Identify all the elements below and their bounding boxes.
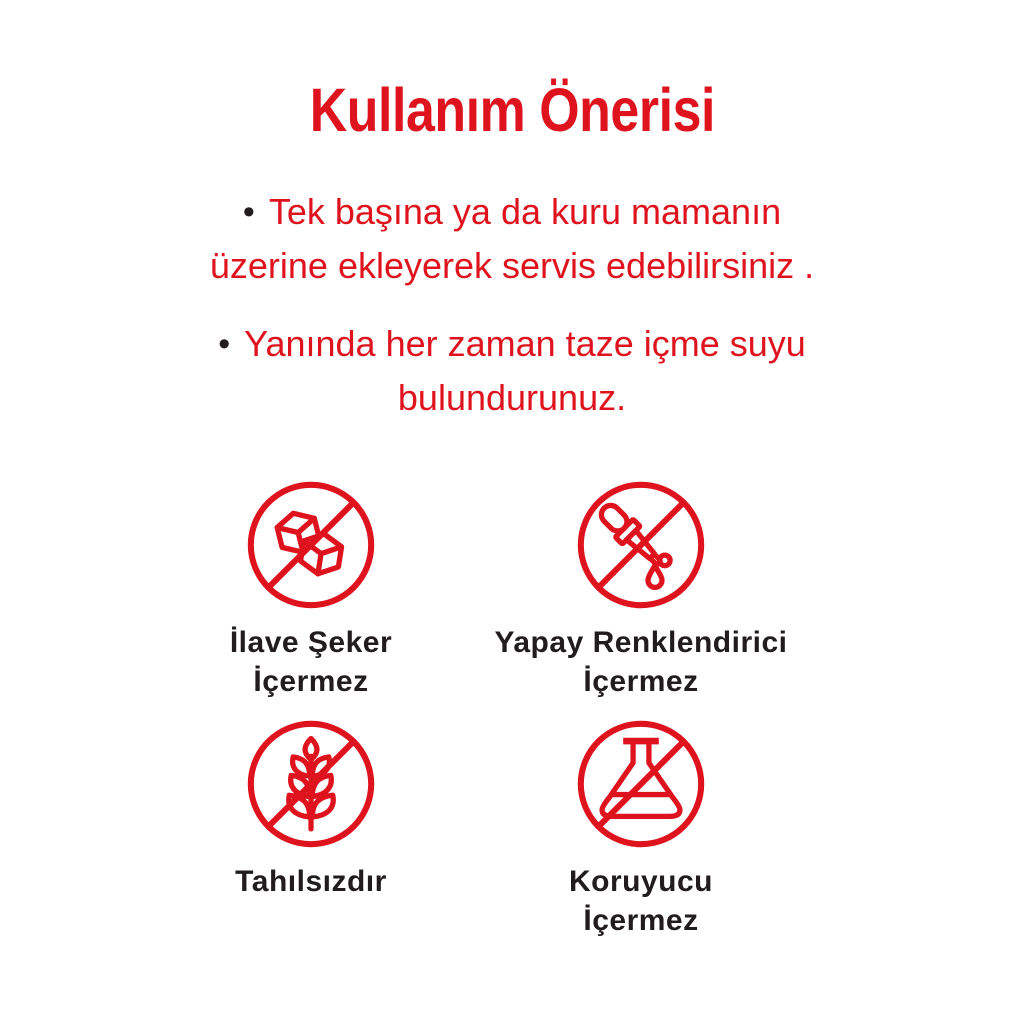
badge-label-line: İçermez <box>253 665 369 698</box>
usage-note-1-line-1: Tek başına ya da kuru mamanın <box>268 191 782 232</box>
badge-label <box>235 862 387 901</box>
grain-free-icon <box>245 718 377 850</box>
bullet-dot: • <box>218 325 231 363</box>
page-title <box>0 76 1024 144</box>
badge-no-added-sugar <box>146 479 476 701</box>
badge-label <box>230 623 392 701</box>
badge-label <box>569 862 713 940</box>
bullet-dot: • <box>242 193 255 231</box>
badge-label-line: Tahılsızdır <box>235 865 387 898</box>
no-added-sugar-icon <box>245 479 377 611</box>
usage-note-2-line-1: Yanında her zaman taze içme suyu <box>244 323 806 364</box>
badge-label-line: İçermez <box>583 904 699 937</box>
no-preservative-icon <box>575 718 707 850</box>
usage-note-2 <box>0 317 1024 425</box>
badge-label-line: İlave Şeker <box>229 626 393 659</box>
badge-label-line: Koruyucu <box>568 865 713 898</box>
badge-no-preservative <box>476 718 806 940</box>
page-title-text: Kullanım Önerisi <box>309 76 715 144</box>
badge-label-line: İçermez <box>583 665 699 698</box>
badge-grain-free <box>146 718 476 940</box>
usage-note-1-line-2: üzerine ekleyerek servis edebilirsiniz . <box>209 245 815 286</box>
no-artificial-coloring-icon <box>575 479 707 611</box>
usage-note-1 <box>0 185 1024 293</box>
badge-no-artificial-coloring <box>476 479 806 701</box>
feature-badges <box>146 479 806 940</box>
badge-label <box>495 623 788 701</box>
usage-note-2-line-2: bulundurunuz. <box>397 377 627 418</box>
badge-label-line: Yapay Renklendirici <box>494 626 788 659</box>
